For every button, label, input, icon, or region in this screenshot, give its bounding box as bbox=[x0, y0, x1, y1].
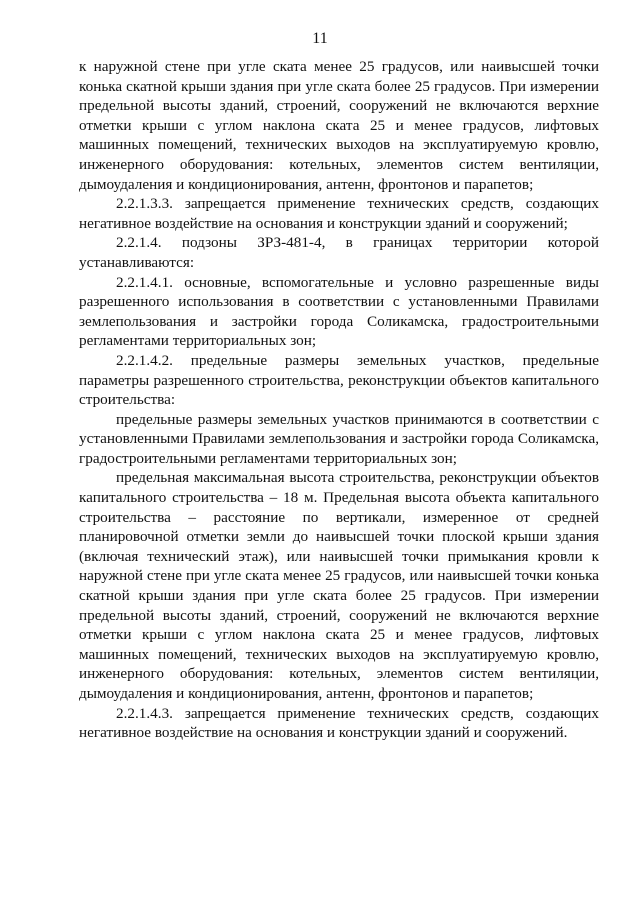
paragraph: 2.2.1.3.3. запрещается применение технических средств, создающих негативное воздействие на основания и конструкции зданий и сооружений; bbox=[79, 195, 599, 232]
paragraph: 2.2.1.4.3. запрещается применение технических средств, создающих негативное воздействие на основания и конструкции зданий и сооружений. bbox=[79, 704, 599, 742]
paragraph: предельные размеры земельных участков принимаются в соответствии с установленными Правилами землепользования и застройки города Соликамска, градостроительными регламентами территориальных зон; bbox=[79, 410, 599, 467]
paragraph: 2.2.1.4.1. основные, вспомогательные и условно разрешенные виды разрешенного использования в соответствии с установленными Правилами землепользования и застройки города Соликамска, градостроительными регламентами территориальных зон; bbox=[79, 273, 599, 350]
paragraph: 2.2.1.4.2. предельные размеры земельных участков, предельные параметры разрешенного строительства, реконструкции объектов капитального строительства: bbox=[79, 351, 599, 409]
paragraph: к наружной стене при угле ската менее 25 градусов, или наивысшей точки конька скатной крыши здания при угле ската более 25 градусов. При измерении предельной высоты зданий, строений, сооружений не включаются верхние отметки крыши с углом наклона ската 25 и менее градусов, лифтовых машинных помещений, технических выходов на эксплуатируемую кровлю, инженерного оборудования: котельных, элементов систем вентиляции, дымоудаления и кондиционирования, антенн, фронтонов и парапетов; bbox=[79, 58, 599, 193]
document-body bbox=[79, 57, 599, 743]
paragraph: 2.2.1.4. подзоны ЗРЗ-481-4, в границах территории которой устанавливаются: bbox=[79, 234, 599, 271]
page-number: 11 bbox=[312, 30, 328, 47]
paragraph: предельная максимальная высота строительства, реконструкции объектов капитального строительства – 18 м. Предельная высота объекта капитального строительства – расстояние по вертикали, измеренное от средней планировочной отметки земли до наивысшей точки плоской крыши здания (включая технический этаж), или наивысшей точки примыкания кровли к наружной стене при угле ската менее 25 градусов, или наивысшей точки конька скатной крыши здания при угле ската более 25 градусов. При измерении предельной высоты зданий, строений, сооружений не включаются верхние отметки крыши с углом наклона ската 25 и менее градусов, лифтовых машинных помещений, технических выходов на эксплуатируемую кровлю, инженерного оборудования: котельных, элементов систем вентиляции, дымоудаления и кондиционирования, антенн, фронтонов и парапетов; bbox=[79, 469, 599, 702]
